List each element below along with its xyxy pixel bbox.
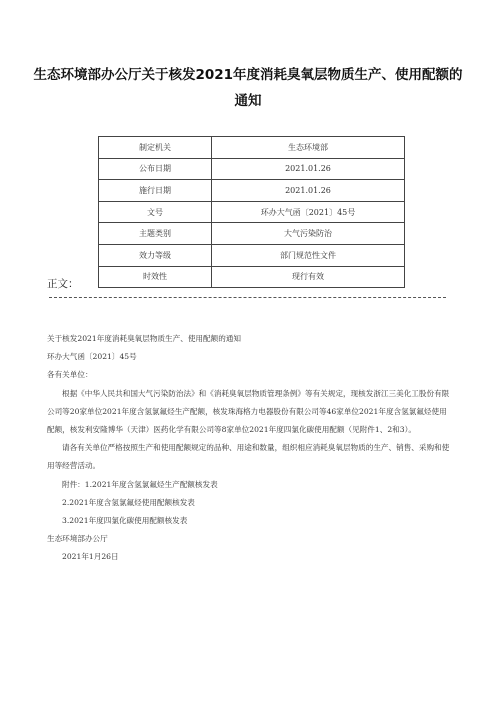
table-row: [99, 201, 405, 223]
table-row: [99, 180, 405, 202]
meta-value: 大气污染防治: [212, 223, 405, 245]
meta-key: 主题类别: [99, 223, 212, 245]
meta-value: 2021.01.26: [212, 158, 405, 180]
body-heading: 关于核发2021年度消耗臭氧层物质生产、使用配额的通知: [47, 334, 241, 343]
meta-key: 制定机关: [99, 137, 212, 159]
meta-value: 现行有效: [212, 266, 405, 288]
table-row: [99, 223, 405, 245]
dashed-divider: [49, 297, 446, 298]
meta-key: 效力等级: [99, 244, 212, 266]
table-row: [99, 244, 405, 266]
meta-value: 2021.01.26: [212, 180, 405, 202]
meta-key: 公布日期: [99, 158, 212, 180]
meta-value: 生态环境部: [212, 137, 405, 159]
salutation: 各有关单位：: [47, 370, 93, 380]
table-row: [99, 266, 405, 288]
meta-key: 施行日期: [99, 180, 212, 202]
body-label: 正文：: [47, 278, 79, 290]
table-row: [99, 158, 405, 180]
attachment-3: 3.2021年度四氯化碳使用配额核发表: [62, 516, 188, 526]
table-row: [99, 137, 405, 159]
paragraph-1: 根据《中华人民共和国大气污染防治法》和《消耗臭氧层物质管理条例》等有关规定，现核发浙江三美化工股份有限公司等20家单位2021年度含氢氯氟烃生产配额，核发珠海格力电器股份有限公司等46家单位2021年度含氢氯氟烃使用配额，核发利安隆博华（天津）医药化学有限公司等8家单位2021年度四氯化碳使用配额（见附件1、2和3）。: [47, 388, 450, 435]
paragraph-2: 请各有关单位严格按照生产和使用配额规定的品种、用途和数量，组织相应消耗臭氧层物质的生产、销售、采购和使用等经营活动。: [47, 443, 450, 471]
meta-key: 时效性: [99, 266, 212, 288]
attachment-2: 2.2021年度含氢氯氟烃使用配额核发表: [62, 497, 195, 507]
meta-value: 部门规范性文件: [212, 244, 405, 266]
document-number: 环办大气函〔2021〕45号: [47, 352, 137, 362]
document-title: 生态环境部办公厅关于核发2021年度消耗臭氧层物质生产、使用配额的通知: [33, 67, 463, 109]
meta-key: 文号: [99, 201, 212, 223]
attachment-1: 附件：1.2021年度含氢氯氟烃生产配额核发表: [62, 479, 218, 489]
signing-date: 2021年1月26日: [62, 552, 119, 562]
document-body: [47, 330, 451, 567]
metadata-table: [98, 136, 405, 288]
meta-value: 环办大气函〔2021〕45号: [212, 201, 405, 223]
signer: 生态环境部办公厅: [47, 534, 108, 544]
